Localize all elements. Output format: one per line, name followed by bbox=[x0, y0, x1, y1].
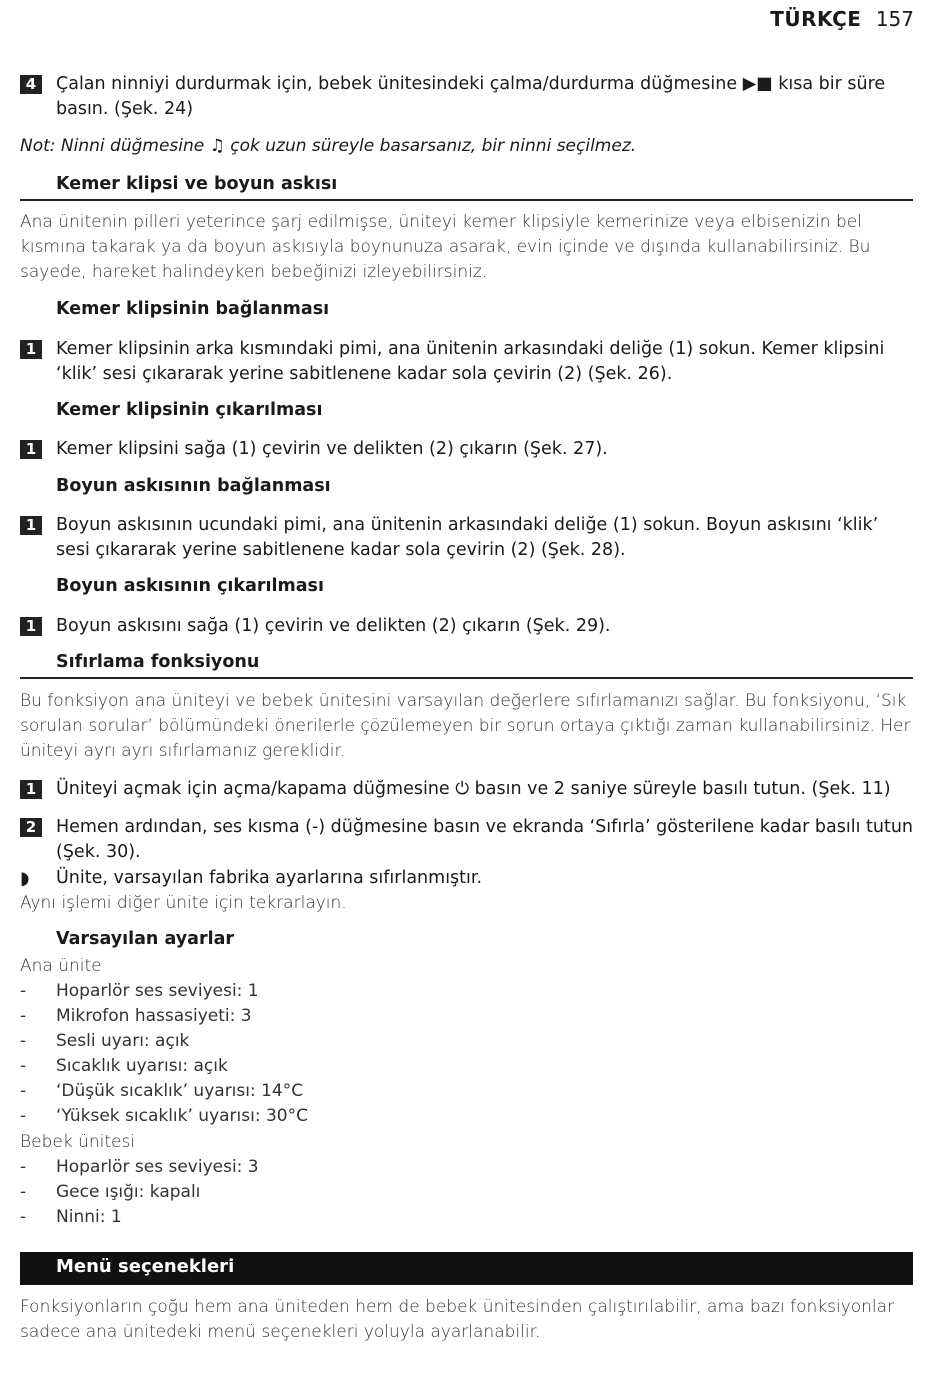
result-text: Ünite, varsayılan fabrika ayarlarına sıfırlanmıştır. bbox=[56, 868, 483, 888]
step-item bbox=[20, 437, 915, 462]
step-text: Hemen ardından, ses kısma (-) düğmesine basın ve ekranda ‘Sıfırla’ gösterilene kadar basılı tutun (Şek. 30). bbox=[56, 817, 914, 862]
step-number: 1 bbox=[20, 780, 42, 799]
page-header bbox=[770, 7, 914, 31]
step-number: 1 bbox=[20, 617, 42, 636]
list-item: - Hoparlör ses seviyesi: 3 bbox=[20, 1157, 259, 1177]
section-heading: Sıfırlama fonksiyonu bbox=[56, 652, 260, 672]
step-text: Üniteyi açmak için açma/kapama düğmesine ⏻ basın ve 2 saniye süreyle basılı tutun. (Şek. 11) bbox=[56, 779, 891, 799]
page-number: 157 bbox=[875, 7, 914, 31]
step-item bbox=[20, 337, 915, 387]
step-text: Boyun askısını sağa (1) çevirin ve delikten (2) çıkarın (Şek. 29). bbox=[56, 616, 611, 636]
step-number: 1 bbox=[20, 340, 42, 359]
list-item: - Sesli uyarı: açık bbox=[20, 1031, 190, 1051]
step-text: Kemer klipsinin arka kısmındaki pimi, ana ünitenin arkasındaki deliğe (1) sokun. Kemer klipsini ‘klik’ sesi çıkararak yerine sabitlenene kadar sola çevirin (2) (Şek. 26). bbox=[56, 339, 885, 384]
list-item: - Gece ışığı: kapalı bbox=[20, 1182, 201, 1202]
paragraph: Ana ünitenin pilleri yeterince şarj edilmişse, üniteyi kemer klipsiyle kemerinize veya elbisenizin bel kısmına takarak ya da boyun askısıyla boynunuza asarak, evin içinde ve dışında kullanabilirsiniz. Bu sayede, hareket halindeyken bebeğinizi izleyebilirsiniz. bbox=[20, 212, 871, 282]
step-text: Kemer klipsini sağa (1) çevirin ve delikten (2) çıkarın (Şek. 27). bbox=[56, 439, 608, 459]
subheading: Kemer klipsinin bağlanması bbox=[56, 299, 330, 319]
list-item: - ‘Yüksek sıcaklık’ uyarısı: 30°C bbox=[20, 1106, 308, 1126]
step-number: 1 bbox=[20, 440, 42, 459]
step-text: Boyun askısının ucundaki pimi, ana ünitenin arkasındaki deliğe (1) sokun. Boyun askısını ‘klik’ sesi çıkararak yerine sabitlenene kadar sola çevirin (2) (Şek. 28). bbox=[56, 515, 879, 560]
list-item: - Ninni: 1 bbox=[20, 1207, 122, 1227]
banner-title: Menü seçenekleri bbox=[56, 1256, 235, 1277]
list-item: - Sıcaklık uyarısı: açık bbox=[20, 1056, 228, 1076]
step-item bbox=[20, 513, 915, 563]
unit-label: Ana ünite bbox=[20, 956, 102, 976]
section-banner bbox=[20, 1252, 913, 1285]
paragraph: Bu fonksiyon ana üniteyi ve bebek ünitesini varsayılan değerlere sıfırlamanızı sağlar. Bu fonksiyonu, ‘Sık sorulan sorular’ bölümündeki önerilerle çözülemeyen bir sorun ortaya çıktığı zaman kullanabilirsiniz. Her üniteyi ayrı ayrı sıfırlamanız gereklidir. bbox=[20, 691, 911, 761]
list-item: - Mikrofon hassasiyeti: 3 bbox=[20, 1006, 252, 1026]
step-item bbox=[20, 72, 915, 122]
subheading: Varsayılan ayarlar bbox=[56, 929, 235, 949]
subheading: Boyun askısının çıkarılması bbox=[56, 576, 324, 596]
result-item bbox=[20, 866, 915, 891]
step-number: 4 bbox=[20, 75, 42, 94]
step-item bbox=[20, 777, 915, 802]
section-heading: Kemer klipsi ve boyun askısı bbox=[56, 174, 338, 194]
paragraph: Aynı işlemi diğer ünite için tekrarlayın. bbox=[20, 893, 347, 913]
step-number: 1 bbox=[20, 516, 42, 535]
subheading: Boyun askısının bağlanması bbox=[56, 476, 331, 496]
unit-label: Bebek ünitesi bbox=[20, 1132, 136, 1152]
list-item: - ‘Düşük sıcaklık’ uyarısı: 14°C bbox=[20, 1081, 304, 1101]
paragraph: Fonksiyonların çoğu hem ana üniteden hem de bebek ünitesinden çalıştırılabilir, ama bazı fonksiyonlar sadece ana ünitedeki menü seçenekleri yoluyla ayarlanabilir. bbox=[20, 1297, 895, 1342]
language-label: TÜRKÇE bbox=[770, 7, 862, 31]
section-rule bbox=[20, 199, 913, 201]
result-bullet-icon: ◗ bbox=[20, 868, 30, 889]
step-text: Çalan ninniyi durdurmak için, bebek ünitesindeki çalma/durdurma düğmesine ▶■ kısa bir süre basın. (Şek. 24) bbox=[56, 74, 886, 119]
section-rule bbox=[20, 677, 913, 679]
step-item bbox=[20, 614, 915, 639]
note-text: Not: Ninni düğmesine ♫ çok uzun süreyle basarsanız, bir ninni seçilmez. bbox=[20, 136, 637, 156]
step-item bbox=[20, 815, 915, 865]
list-item: - Hoparlör ses seviyesi: 1 bbox=[20, 981, 259, 1001]
subheading: Kemer klipsinin çıkarılması bbox=[56, 400, 323, 420]
step-number: 2 bbox=[20, 818, 42, 837]
